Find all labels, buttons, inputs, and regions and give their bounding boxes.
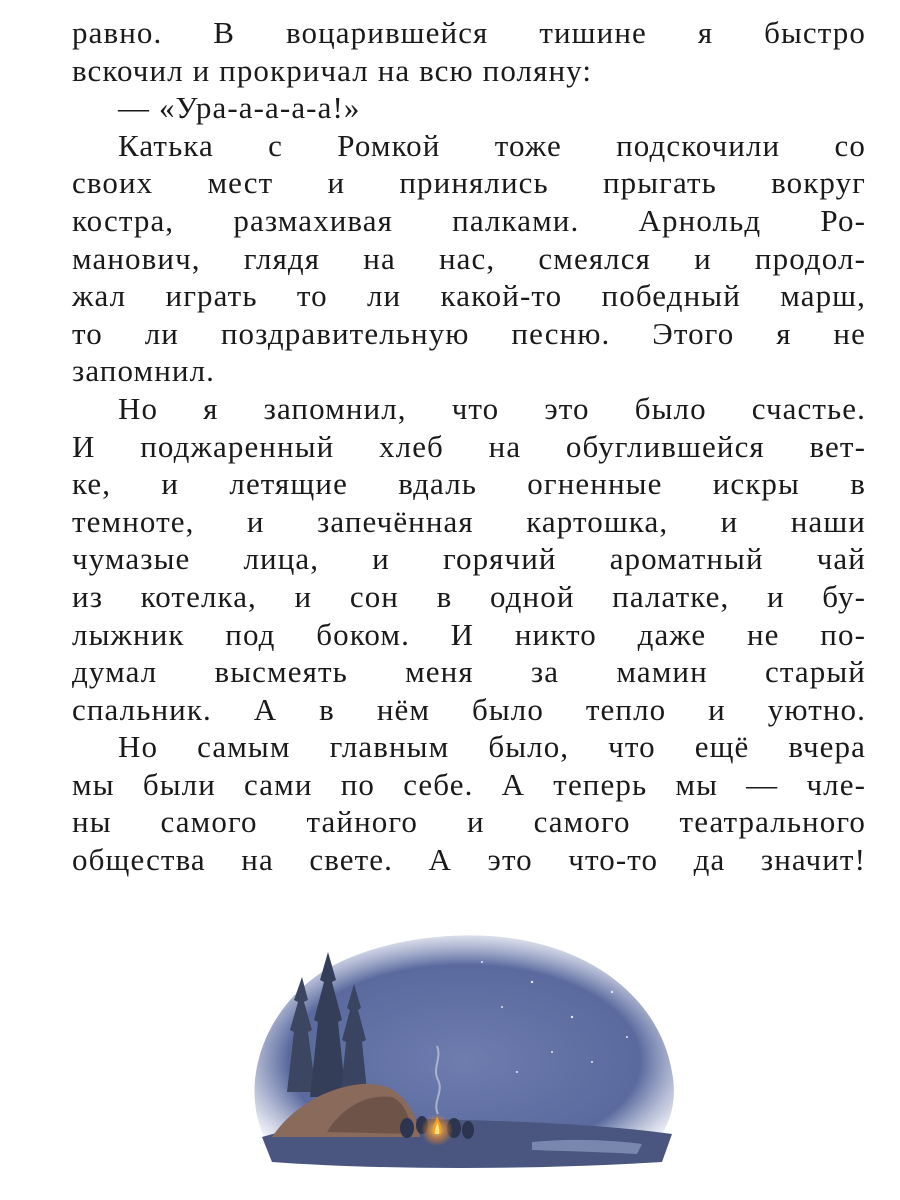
campfire-scene-icon — [232, 922, 688, 1170]
text-line: вскочил и прокричал на всю поляну: — [72, 52, 593, 88]
text-line: ке, и летящие вдаль огненные искры в — [72, 466, 866, 502]
text-line: думал высмеять меня за мамин старый — [72, 654, 866, 690]
text-line: манович, глядя на нас, смеялся и продол- — [72, 240, 866, 276]
text-line: то ли поздравительную песню. Этого я не — [72, 315, 866, 351]
text-line: чумазые лица, и горячий ароматный чай — [72, 541, 866, 577]
text-line: ны самого тайного и самого театрального — [72, 804, 866, 840]
story-text — [72, 14, 866, 879]
text-line: — «Ура-а-а-а-а!» — [118, 90, 361, 126]
text-line: Но самым главным было, что ещё вчера — [118, 729, 866, 765]
text-line: мы были сами по себе. А теперь мы — чле- — [72, 766, 866, 802]
text-line: лыжник под боком. И никто даже не по- — [72, 616, 866, 652]
text-line: костра, размахивая палками. Арнольд Ро- — [72, 202, 866, 238]
text-line: спальник. А в нём было тепло и уютно. — [72, 691, 866, 727]
text-line: из котелка, и сон в одной палатке, и бу- — [72, 578, 866, 614]
text-line: запомнил. — [72, 353, 216, 389]
text-line: Но я запомнил, что это было счастье. — [118, 390, 866, 426]
text-line: И поджаренный хлеб на обуглившейся вет- — [72, 428, 866, 464]
text-line: общества на свете. А это что-то да значит! — [72, 842, 866, 878]
night-campfire-illustration — [232, 922, 688, 1170]
text-line: темноте, и запечённая картошка, и наши — [72, 503, 866, 539]
text-line: жал играть то ли какой-то победный марш, — [72, 278, 866, 314]
text-line: своих мест и принялись прыгать вокруг — [72, 165, 866, 201]
text-line: Катька с Ромкой тоже подскочили со — [118, 127, 866, 163]
text-line: равно. В воцарившейся тишине я быстро — [72, 15, 866, 50]
